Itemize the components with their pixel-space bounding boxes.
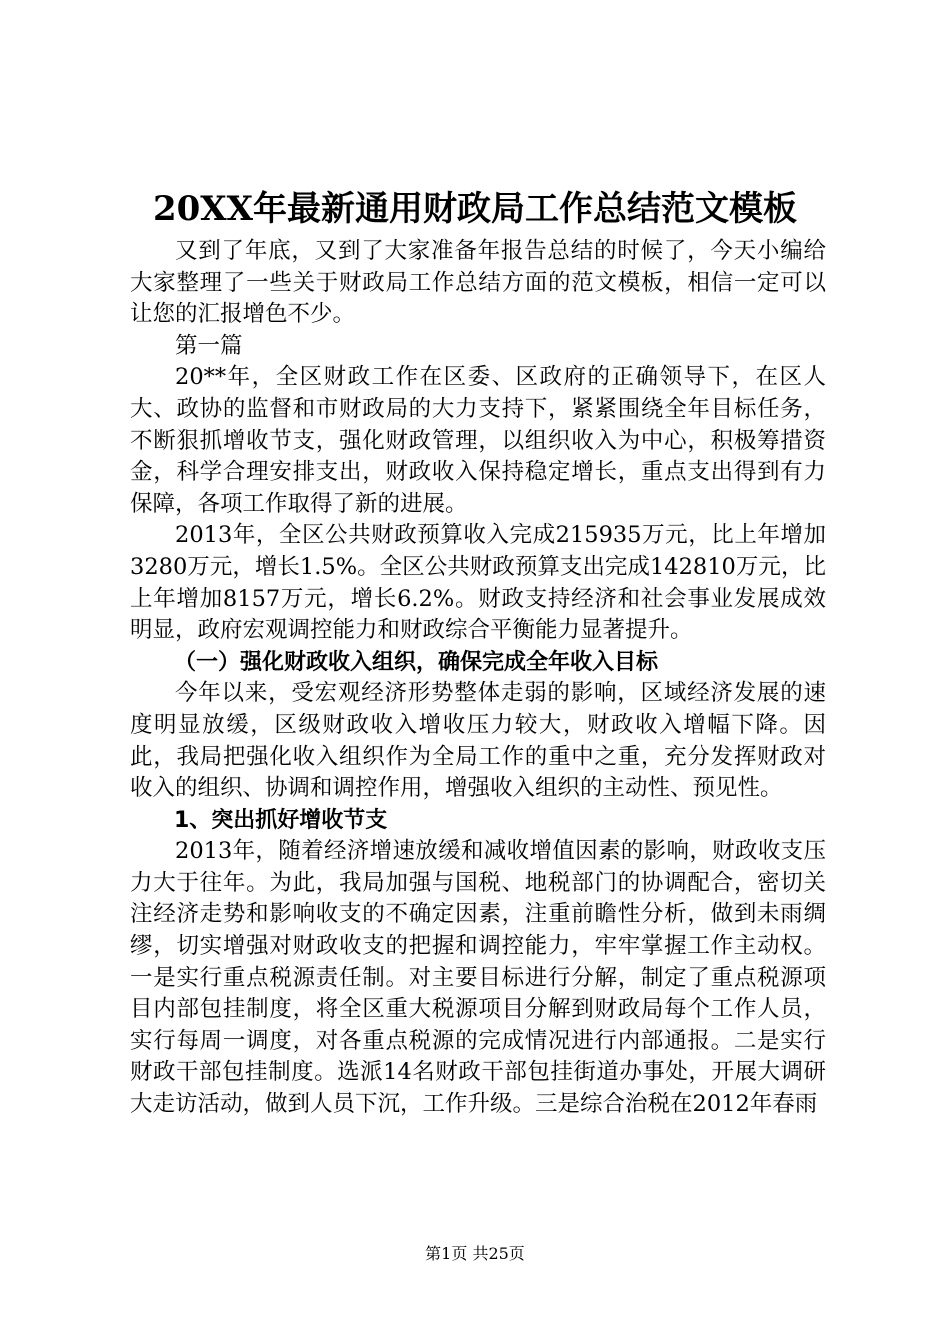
section-label: 第一篇 (175, 332, 243, 359)
section-heading: （一）强化财政收入组织，确保完成全年收入目标 (174, 649, 659, 675)
body-paragraph: 今年以来，受宏观经济形势整体走弱的影响，区域经济发展的速度明显放缓，区级财政收入增收压力较大，财政收入增幅下降。因此，我局把强化收入组织作为全局工作的重中之重，充分发挥财政对收入的组织、协调和调控作用，增强收入组织的主动性、预见性。 (130, 680, 826, 802)
intro-paragraph: 又到了年底，又到了大家准备年报告总结的时候了，今天小编给大家整理了一些关于财政局工作总结方面的范文模板，相信一定可以让您的汇报增色不少。 (130, 238, 826, 328)
subsection-heading: 1、突出抓好增收节支 (174, 807, 388, 833)
body-paragraph: 2013年，随着经济增速放缓和减收增值因素的影响，财政收支压力大于往年。为此，我局加强与国税、地税部门的协调配合，密切关注经济走势和影响收支的不确定因素，注重前瞻性分析，做到未雨绸缪，切实增强对财政收支的把握和调控能力，牢牢掌握工作主动权。一是实行重点税源责任制。对主要目标进行分解，制定了重点税源项目内部包挂制度，将全区重大税源项目分解到财政局每个工作人员，实行每周一调度，对各重点税源的完成情况进行内部通报。二是实行财政干部包挂制度。选派14名财政干部包挂街道办事处，开展大调研大走访活动，做到人员下沉，工作升级。三是综合治税在2012年春雨 (130, 838, 826, 1118)
page-number-footer: 第1页 共25页 (425, 1244, 525, 1263)
document-title: 20XX年最新通用财政局工作总结范文模板 (152, 189, 798, 229)
document-body (130, 236, 826, 1121)
body-paragraph: 2013年，全区公共财政预算收入完成215935万元，比上年增加3280万元，增长1.5%。全区公共财政预算支出完成142810万元，比上年增加8157万元，增长6.2%。财政支持经济和社会事业发展成效明显，政府宏观调控能力和财政综合平衡能力显著提升。 (130, 522, 826, 644)
body-paragraph: 20**年，全区财政工作在区委、区政府的正确领导下，在区人大、政协的监督和市财政局的大力支持下，紧紧围绕全年目标任务，不断狠抓增收节支，强化财政管理，以组织收入为中心，积极筹措资金，科学合理安排支出，财政收入保持稳定增长，重点支出得到有力保障，各项工作取得了新的进展。 (130, 364, 826, 517)
